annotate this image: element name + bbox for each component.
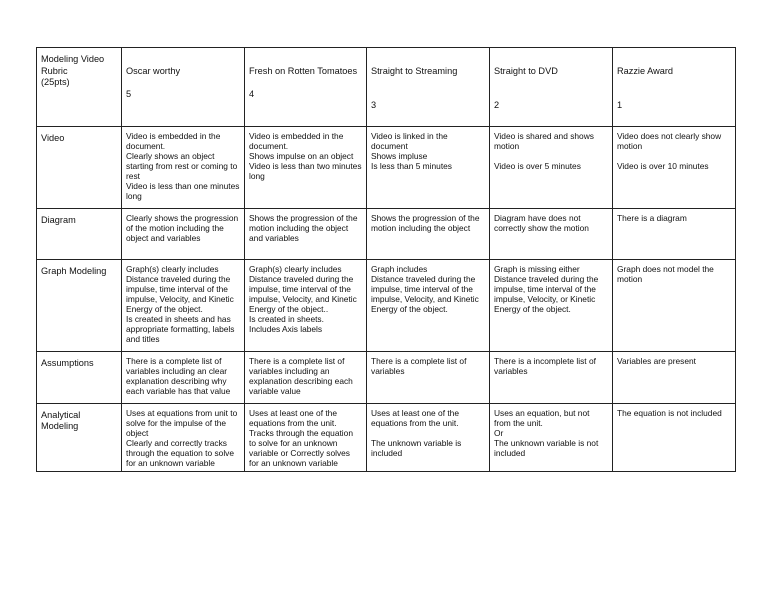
rubric-cell: Video does not clearly show motion Video is over 10 minutes [613,126,736,208]
rubric-cell: There is a diagram [613,208,736,259]
rubric-cell: The equation is not included [613,403,736,471]
rubric-table [36,47,736,472]
criterion-row-video [37,126,736,208]
rubric-cell: Variables are present [613,351,736,403]
rubric-cell: Video is shared and shows motion Video is over 5 minutes [490,126,613,208]
level-points: 1 [617,99,623,110]
level-header-1 [613,48,736,127]
rubric-cell: Uses at least one of the equations from the unit. The unknown variable is included [367,403,490,471]
rubric-cell: Shows the progression of the motion including the object and variables [245,208,367,259]
rubric-cell: There is a complete list of variables including an explanation describing each variable value [245,351,367,403]
level-points: 4 [249,88,255,99]
rubric-cell: Shows the progression of the motion including the object [367,208,490,259]
rubric-title-cell: Modeling Video Rubric (25pts) [37,48,122,127]
level-label: Fresh on Rotten Tomatoes [249,65,358,76]
rubric-cell: Graph(s) clearly includes Distance traveled during the impulse, time interval of the impulse, Velocity, and Kinetic Energy of the object.. Is created in sheets. Includes Axis labels [245,259,367,351]
rubric-cell: Video is linked in the document Shows impluse Is less than 5 minutes [367,126,490,208]
level-label: Straight to DVD [494,65,558,76]
rubric-cell: Video is embedded in the document. Shows impulse on an object Video is less than two minutes long [245,126,367,208]
criterion-label: Video [37,126,122,208]
level-header-2 [490,48,613,127]
rubric-cell: There is a incomplete list of variables [490,351,613,403]
criterion-row-diagram [37,208,736,259]
rubric-cell: Uses at equations from unit to solve for the impulse of the object Clearly and correctly tracks through the equation to solve for an unknown variable [122,403,245,471]
rubric-cell: There is a complete list of variables [367,351,490,403]
criterion-label: Assumptions [37,351,122,403]
criterion-row-graph-modeling [37,259,736,351]
rubric-cell: Graph is missing either Distance traveled during the impulse, time interval of the impulse, Velocity, or Kinetic Energy of the object. [490,259,613,351]
level-header-3 [367,48,490,127]
criterion-row-analytical-modeling [37,403,736,471]
level-header-5 [122,48,245,127]
rubric-cell: There is a complete list of variables including an clear explanation describing why each variable has that value [122,351,245,403]
level-label: Oscar worthy [126,65,181,76]
level-header-4 [245,48,367,127]
level-label: Razzie Award [617,65,674,76]
level-points: 5 [126,88,132,99]
criterion-row-assumptions [37,351,736,403]
rubric-cell: Diagram have does not correctly show the motion [490,208,613,259]
criterion-label: Graph Modeling [37,259,122,351]
level-points: 2 [494,99,500,110]
criterion-label: Diagram [37,208,122,259]
header-row [37,48,736,127]
level-label: Straight to Streaming [371,65,458,76]
criterion-label: Analytical Modeling [37,403,122,471]
rubric-cell: Graph includes Distance traveled during the impulse, time interval of the impulse, Velocity, and Kinetic Energy of the object. [367,259,490,351]
rubric-cell: Graph does not model the motion [613,259,736,351]
rubric-cell: Graph(s) clearly includes Distance traveled during the impulse, time interval of the impulse, Velocity, and Kinetic Energy of the object. Is created in sheets and has appropriate formatting, labels and titles [122,259,245,351]
level-points: 3 [371,99,377,110]
rubric-cell: Uses at least one of the equations from the unit. Tracks through the equation to solve for an unknown variable or Correctly solves for an unknown variable [245,403,367,471]
rubric-cell: Clearly shows the progression of the motion including the object and variables [122,208,245,259]
rubric-cell: Uses an equation, but not from the unit. Or The unknown variable is not included [490,403,613,471]
rubric-cell: Video is embedded in the document. Clearly shows an object starting from rest or coming to rest Video is less than one minutes long [122,126,245,208]
